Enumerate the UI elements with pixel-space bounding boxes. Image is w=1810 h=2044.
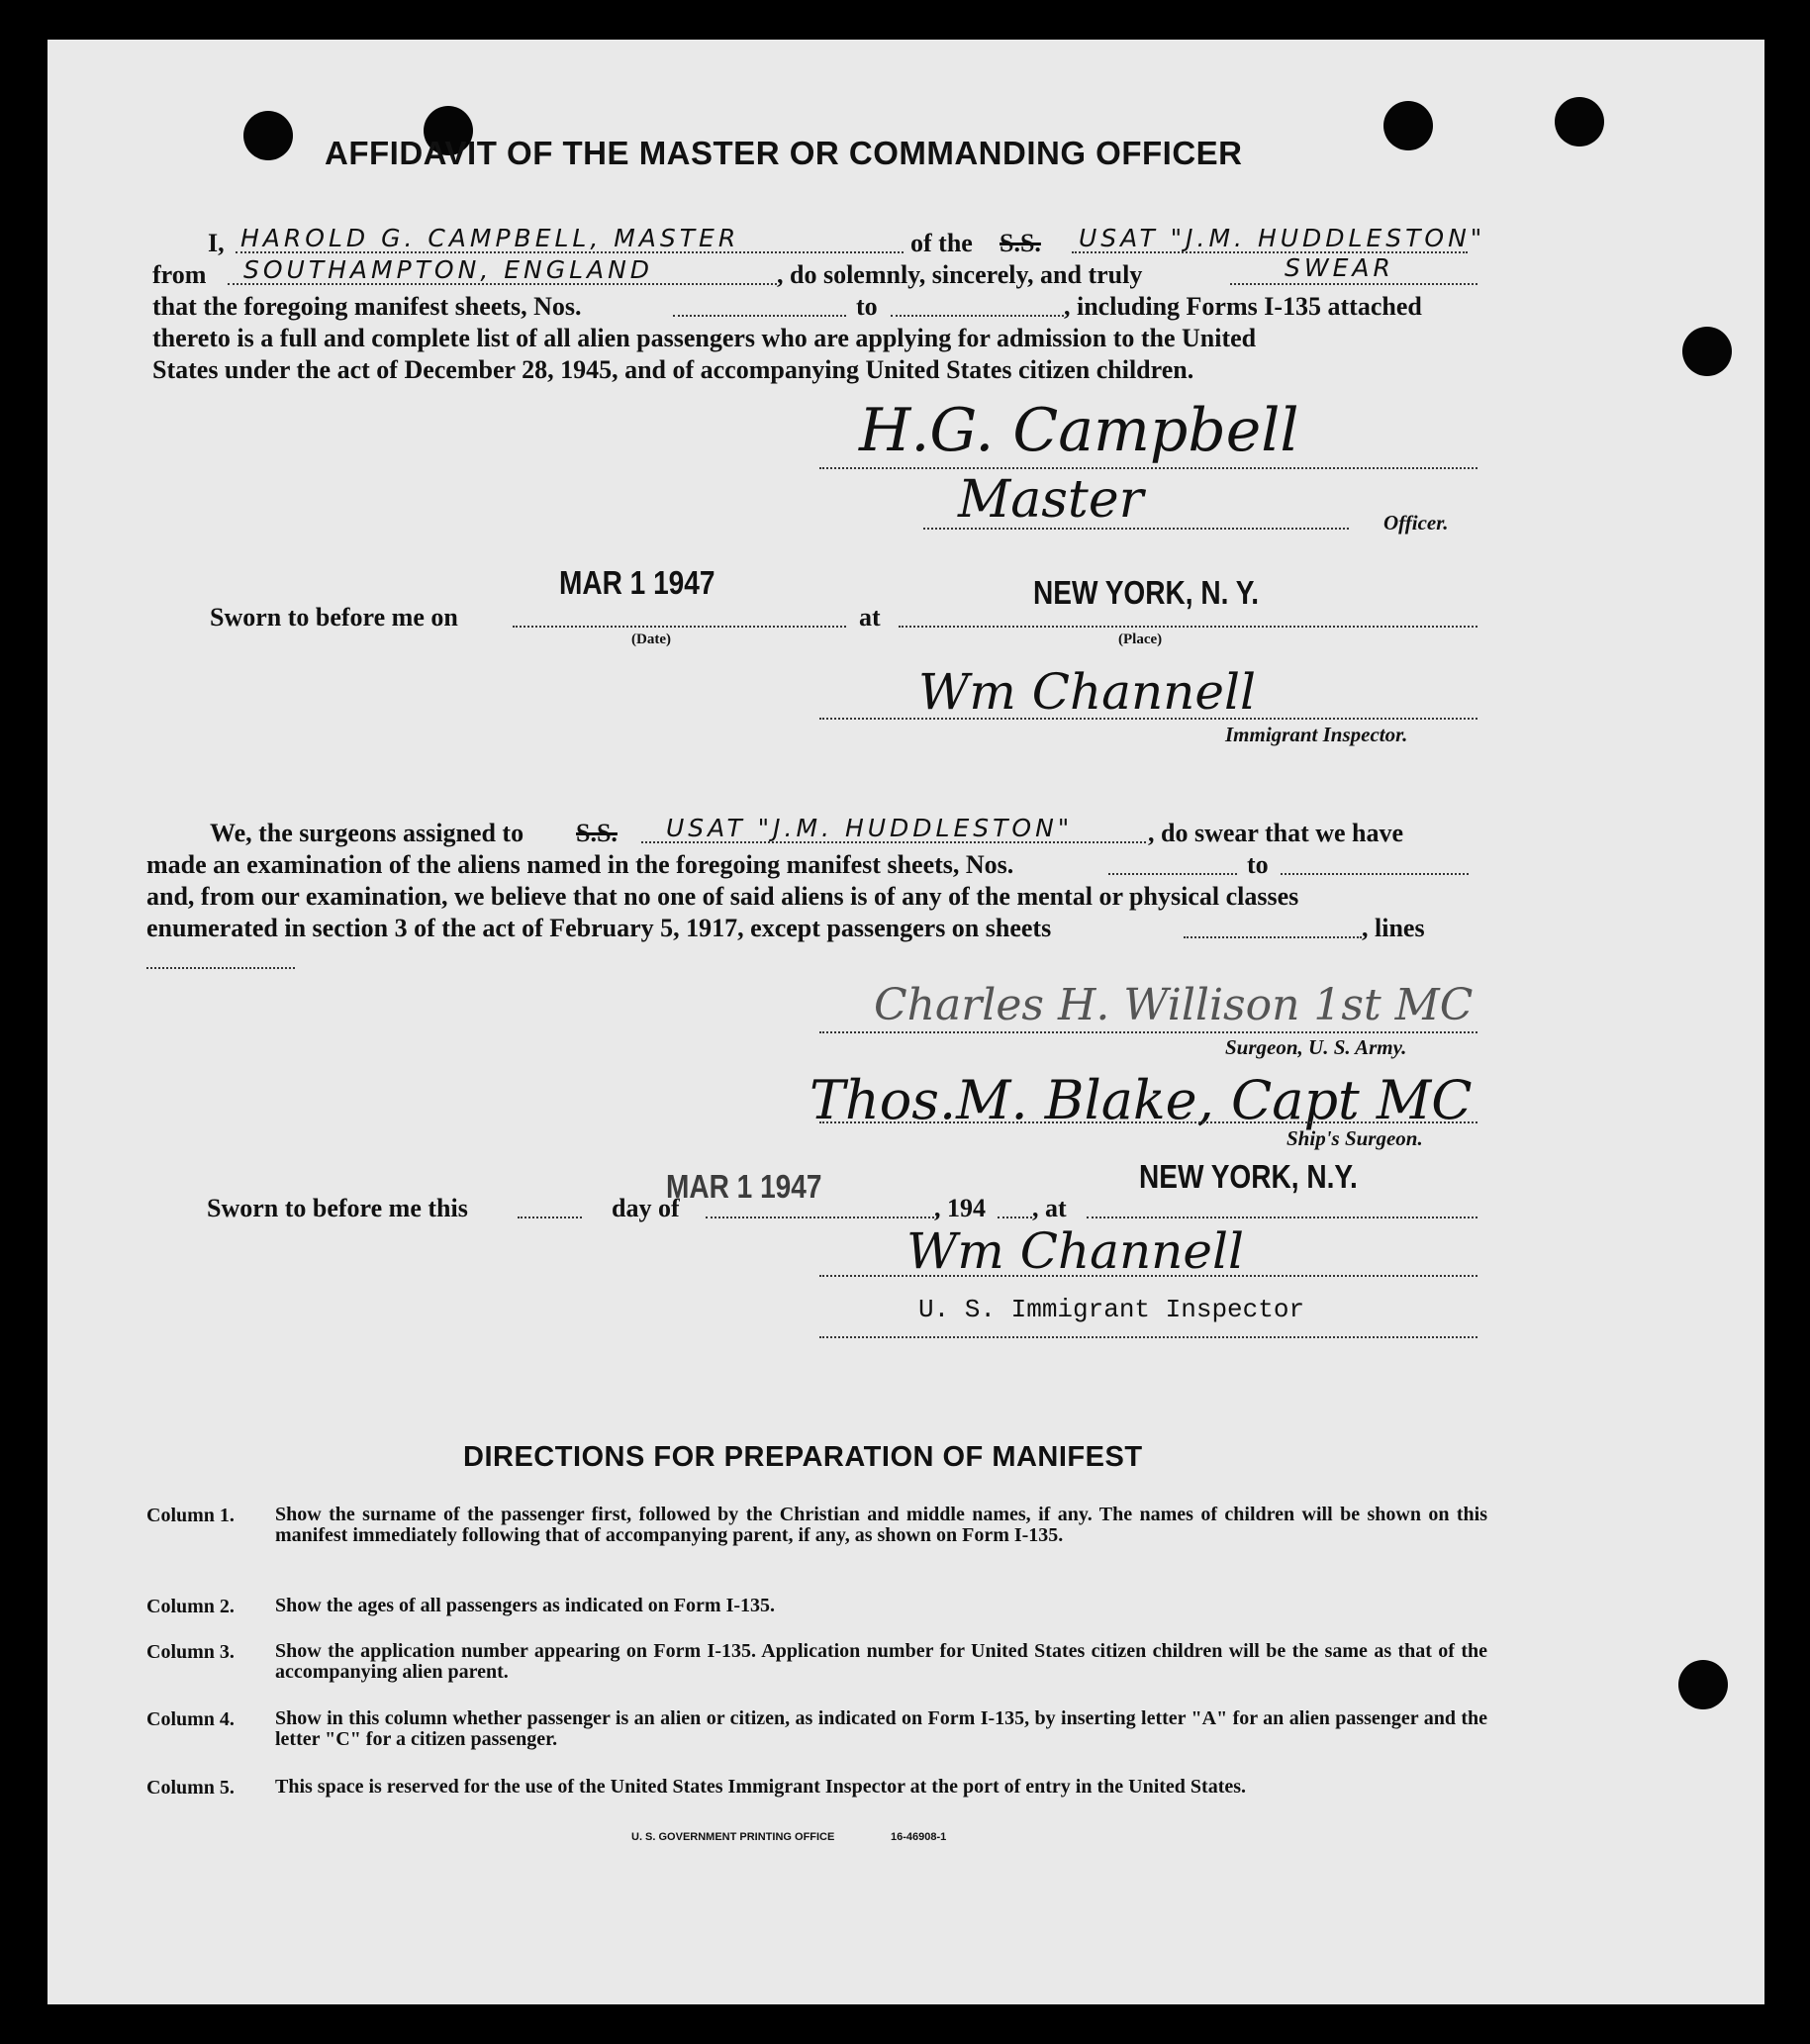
printer-imprint: U. S. GOVERNMENT PRINTING OFFICE xyxy=(631,1831,835,1843)
sheets-from-field xyxy=(673,315,846,317)
punch-hole xyxy=(1383,101,1433,150)
master-title-signature: Master xyxy=(958,470,1144,530)
army-surgeon-signature: Charles H. Willison 1st MC xyxy=(874,980,1474,1030)
surgeons-sheets-from xyxy=(1108,873,1237,875)
army-surgeon-label: Surgeon, U. S. Army. xyxy=(1225,1035,1407,1059)
direction-column-label: Column 2. xyxy=(146,1596,235,1617)
inspector-line xyxy=(819,718,1477,720)
struck-ss-label: S.S. xyxy=(1000,229,1041,257)
surgeons-struck-ss: S.S. xyxy=(576,819,618,847)
surgeons-to-label: to xyxy=(1247,850,1269,879)
year-label: , 194 xyxy=(934,1194,986,1222)
direction-column-label: Column 1. xyxy=(146,1505,235,1526)
surgeons-place-stamp: NEW YORK, N.Y. xyxy=(1139,1158,1358,1195)
inspector-signature: Wm Channell xyxy=(918,663,1256,721)
year-field xyxy=(998,1217,1032,1218)
directions-title: DIRECTIONS FOR PREPARATION OF MANIFEST xyxy=(463,1441,1143,1473)
officer-label: Officer. xyxy=(1383,511,1449,535)
master-signature-line xyxy=(819,467,1477,469)
oath-value: SWEAR xyxy=(1285,253,1394,282)
lines-field xyxy=(146,967,295,969)
solemnly-text: , do solemnly, sincerely, and truly xyxy=(777,260,1143,289)
ship-surgeon-label: Ship's Surgeon. xyxy=(1286,1126,1423,1150)
direction-text: This space is reserved for the use of the United States Immigrant Inspector at the port of entry in the United States. xyxy=(275,1776,1247,1798)
sheets-to-field xyxy=(891,315,1064,317)
direction-text: Show the application number appearing on Form I-135. Application number for United States citizen children will be the same as that of the accompanying alien parent. xyxy=(275,1640,1487,1683)
punch-hole xyxy=(243,111,293,160)
surgeons-inspector-signature: Wm Channell xyxy=(906,1222,1244,1280)
ship-surgeon-line xyxy=(819,1121,1477,1123)
surgeons-at-label: , at xyxy=(1032,1194,1067,1222)
surgeons-line-3: and, from our examination, we believe that no one of said aliens is of any of the mental or physical classes xyxy=(146,882,1299,911)
punch-hole xyxy=(1678,1660,1728,1709)
surgeons-line-4a: enumerated in section 3 of the act of February 5, 1917, except passengers on sheets xyxy=(146,914,1052,942)
surgeons-date-stamp: MAR 1 1947 xyxy=(666,1168,822,1205)
direction-column-label: Column 5. xyxy=(146,1777,235,1799)
oath-field xyxy=(1230,283,1477,285)
surgeons-vessel-value: USAT "J.M. HUDDLESTON" xyxy=(666,814,1074,842)
surgeons-line-4b: , lines xyxy=(1362,914,1425,942)
punch-hole xyxy=(1682,327,1732,376)
day-field xyxy=(518,1217,582,1218)
affidavit-line-prefix: I, xyxy=(208,229,225,257)
master-name-value: HAROLD G. CAMPBELL, MASTER xyxy=(240,224,740,252)
manifest-line-4: thereto is a full and complete list of all alien passengers who are applying for admission to the United xyxy=(152,324,1257,352)
sworn-before-label: Sworn to before me on xyxy=(210,603,458,632)
inspector-typed-title: U. S. Immigrant Inspector xyxy=(918,1295,1305,1324)
direction-text: Show in this column whether passenger is an alien or citizen, as indicated on Form I-135, by inserting letter "A" for an alien passenger and the letter "C" for a citizen passenger. xyxy=(275,1707,1487,1750)
place-caption: (Place) xyxy=(1118,632,1163,647)
manifest-line-a: that the foregoing manifest sheets, Nos. xyxy=(152,292,582,321)
form-number: 16-46908-1 xyxy=(891,1831,947,1843)
day-of-label: day of xyxy=(612,1194,680,1222)
surgeons-place-field xyxy=(1087,1217,1477,1218)
place-stamp: NEW YORK, N. Y. xyxy=(1033,574,1260,611)
vessel-value: USAT "J.M. HUDDLESTON" xyxy=(1079,224,1486,252)
surgeons-sheets-to xyxy=(1281,873,1469,875)
affidavit-title: AFFIDAVIT OF THE MASTER OR COMMANDING OFFICER xyxy=(325,135,1243,171)
manifest-line-5: States under the act of December 28, 1945, and of accompanying United States citizen children. xyxy=(152,355,1194,384)
document-page xyxy=(48,40,1764,2004)
direction-column-label: Column 3. xyxy=(146,1641,235,1663)
at-label: at xyxy=(859,603,881,632)
direction-text: Show the surname of the passenger first, followed by the Christian and middle names, if any. The names of children will be shown on this manifest immediately following that of accompanying parent, if any, as shown on Form I-135. xyxy=(275,1504,1487,1546)
place-field xyxy=(899,626,1477,628)
date-stamp: MAR 1 1947 xyxy=(559,564,715,601)
master-signature: H.G. Campbell xyxy=(859,396,1299,465)
inspector-label: Immigrant Inspector. xyxy=(1225,723,1408,746)
inspector-typed-line xyxy=(819,1336,1477,1338)
surgeons-line-b: , do swear that we have xyxy=(1148,819,1404,847)
ship-surgeon-signature: Thos.M. Blake, Capt MC xyxy=(810,1069,1473,1131)
except-sheets-field xyxy=(1184,936,1362,938)
month-field xyxy=(706,1217,938,1218)
from-label: from xyxy=(152,260,207,289)
surgeons-inspector-line xyxy=(819,1275,1477,1277)
officer-line xyxy=(923,528,1349,530)
surgeons-line-a: We, the surgeons assigned to xyxy=(210,819,524,847)
army-surgeon-line xyxy=(819,1031,1477,1033)
from-value: SOUTHAMPTON, ENGLAND xyxy=(243,255,654,284)
direction-text: Show the ages of all passengers as indicated on Form I-135. xyxy=(275,1595,776,1616)
surgeons-sworn-label: Sworn to before me this xyxy=(207,1194,468,1222)
manifest-line-b: , including Forms I-135 attached xyxy=(1064,292,1422,321)
date-caption: (Date) xyxy=(631,632,671,647)
of-the-label: of the xyxy=(910,229,973,257)
direction-column-label: Column 4. xyxy=(146,1708,235,1730)
manifest-to-label: to xyxy=(856,292,878,321)
surgeons-line-2: made an examination of the aliens named in the foregoing manifest sheets, Nos. xyxy=(146,850,1014,879)
date-field xyxy=(513,626,846,628)
punch-hole xyxy=(1555,97,1604,146)
